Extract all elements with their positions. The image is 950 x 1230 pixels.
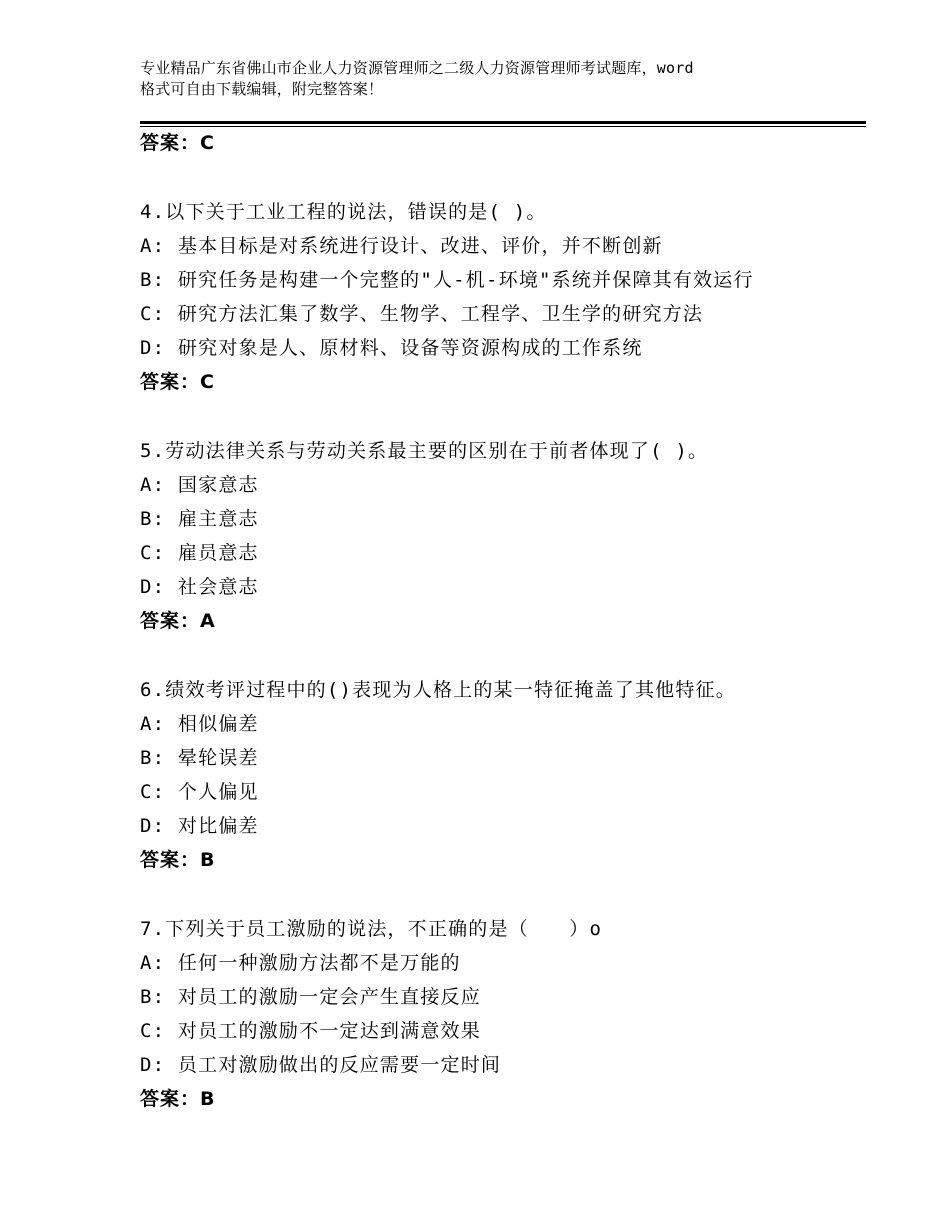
previous-question-answer: 答案：C [140, 132, 215, 154]
question-4-stem: 4.以下关于工业工程的说法，错误的是( )。 [140, 201, 547, 223]
question-5-answer: 答案：A [140, 610, 216, 632]
question-7-option-b: B: 对员工的激励一定会产生直接反应 [140, 986, 481, 1008]
question-5-option-b: B: 雇主意志 [140, 508, 259, 530]
question-5-option-c: C: 雇员意志 [140, 542, 259, 564]
question-7-option-d: D: 员工对激励做出的反应需要一定时间 [140, 1054, 502, 1076]
question-6-answer: 答案：B [140, 849, 216, 871]
question-4-option-b: B: 研究任务是构建一个完整的"人-机-环境"系统并保障其有效运行 [140, 269, 754, 291]
question-7-stem: 7.下列关于员工激励的说法，不正确的是（ ）o [140, 918, 603, 940]
question-6-option-a: A: 相似偏差 [140, 713, 259, 735]
question-6-option-c: C: 个人偏见 [140, 781, 259, 803]
header-divider-thin [140, 126, 866, 127]
question-4-option-a: A: 基本目标是对系统进行设计、改进、评价，并不断创新 [140, 235, 663, 257]
header-divider-thick [140, 121, 866, 124]
question-5-option-a: A: 国家意志 [140, 474, 259, 496]
question-6-option-d: D: 对比偏差 [140, 815, 259, 837]
question-7-answer: 答案：B [140, 1088, 216, 1110]
question-6-stem: 6.绩效考评过程中的()表现为人格上的某一特征掩盖了其他特征。 [140, 679, 736, 701]
question-4-option-c: C: 研究方法汇集了数学、生物学、工程学、卫生学的研究方法 [140, 303, 704, 325]
question-4-option-d: D: 研究对象是人、原材料、设备等资源构成的工作系统 [140, 337, 643, 359]
question-7-option-a: A: 任何一种激励方法都不是万能的 [140, 952, 461, 974]
question-7-option-c: C: 对员工的激励不一定达到满意效果 [140, 1020, 481, 1042]
document-header [140, 58, 830, 100]
header-title-line-1: 专业精品广东省佛山市企业人力资源管理师之二级人力资源管理师考试题库，word [140, 59, 694, 77]
header-title-line-2: 格式可自由下载编辑，附完整答案！ [140, 80, 384, 98]
question-6-option-b: B: 晕轮误差 [140, 747, 259, 769]
question-5-option-d: D: 社会意志 [140, 576, 259, 598]
question-4-answer: 答案：C [140, 371, 215, 393]
question-5-stem: 5.劳动法律关系与劳动关系最主要的区别在于前者体现了( )。 [140, 440, 709, 462]
